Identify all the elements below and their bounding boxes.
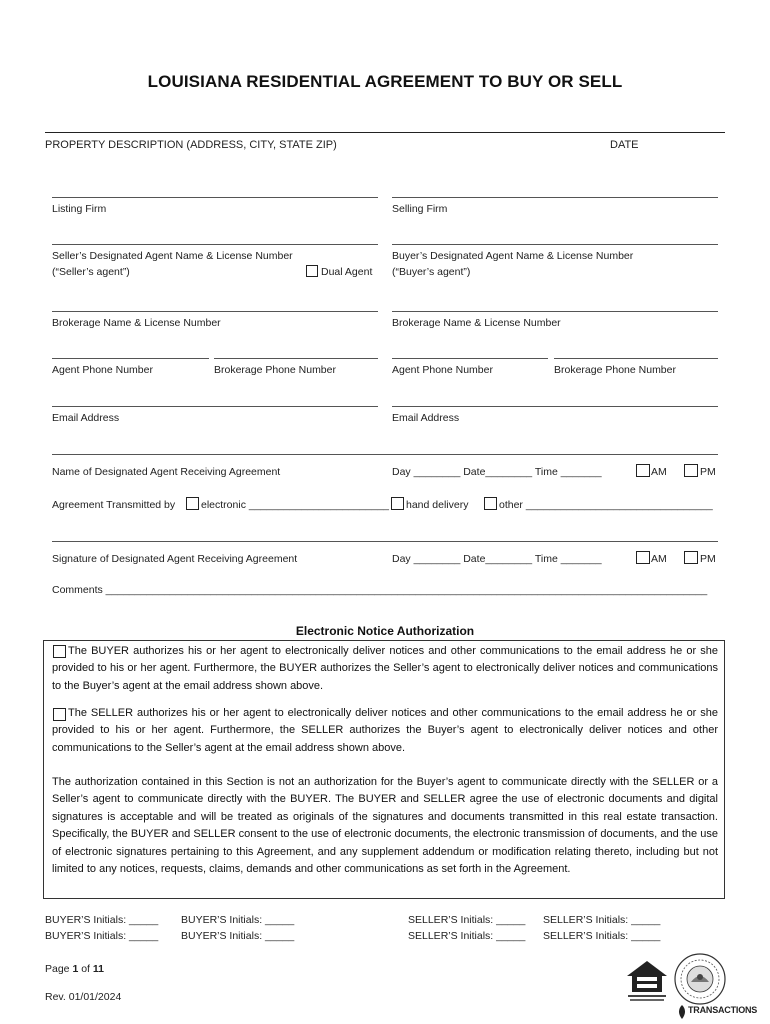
other-checkbox[interactable] — [484, 497, 497, 510]
selling-firm-line[interactable] — [392, 197, 718, 198]
day-date-time-1[interactable]: Day ________ Date________ Time _______ — [392, 466, 602, 478]
agent-phone-right-line[interactable] — [392, 358, 548, 359]
page-number: Page 1 of 11 — [45, 963, 104, 975]
brokerage-left-label: Brokerage Name & License Number — [52, 317, 221, 329]
brokerage-right-label: Brokerage Name & License Number — [392, 317, 561, 329]
buyer-initials-3[interactable]: BUYER’S Initials: _____ — [45, 930, 159, 942]
transmitted-by-label: Agreement Transmitted by — [52, 499, 176, 511]
seller-agent-sublabel: (“Seller’s agent”) — [52, 266, 130, 278]
state-seal-icon — [673, 952, 727, 1006]
buyer-initials-1[interactable]: BUYER’S Initials: _____ — [45, 914, 159, 926]
name-receiving-line[interactable] — [52, 454, 718, 455]
revision-date: Rev. 01/01/2024 — [45, 991, 122, 1003]
am-checkbox-2[interactable] — [636, 551, 650, 564]
equal-housing-icon — [624, 958, 670, 1004]
seller-agent-line[interactable] — [52, 244, 378, 245]
seller-initials-1[interactable]: SELLER’S Initials: _____ — [408, 914, 526, 926]
buyer-agent-label: Buyer’s Designated Agent Name & License Number — [392, 250, 634, 262]
signature-receiving-label: Signature of Designated Agent Receiving Agreement — [52, 553, 298, 565]
transactions-logo-text: TRANSACTIONS — [688, 1005, 758, 1015]
pm-checkbox-2[interactable] — [684, 551, 698, 564]
brokerage-right-line[interactable] — [392, 311, 718, 312]
electronic-checkbox[interactable] — [186, 497, 199, 510]
dual-agent-checkbox[interactable] — [306, 265, 318, 277]
selling-firm-label: Selling Firm — [392, 203, 448, 215]
agent-phone-left-line[interactable] — [52, 358, 209, 359]
pm-label-1: PM — [700, 466, 716, 478]
seller-initials-4[interactable]: SELLER’S Initials: _____ — [543, 930, 661, 942]
pm-label-2: PM — [700, 553, 716, 565]
buyer-agent-sublabel: (“Buyer’s agent”) — [392, 266, 471, 278]
email-right-line[interactable] — [392, 406, 718, 407]
brokerage-phone-right-label: Brokerage Phone Number — [554, 364, 676, 376]
date-label: DATE — [610, 139, 639, 151]
seller-initials-3[interactable]: SELLER’S Initials: _____ — [408, 930, 526, 942]
hand-delivery-label: hand delivery — [406, 499, 469, 511]
seller-agent-label: Seller’s Designated Agent Name & License Number — [52, 250, 293, 262]
property-rule — [45, 132, 725, 133]
email-left-label: Email Address — [52, 412, 120, 424]
electronic-label[interactable]: electronic ________________________ — [201, 499, 390, 511]
brokerage-phone-left-label: Brokerage Phone Number — [214, 364, 336, 376]
buyer-initials-2[interactable]: BUYER’S Initials: _____ — [181, 914, 295, 926]
brokerage-phone-left-line[interactable] — [214, 358, 378, 359]
brokerage-phone-right-line[interactable] — [554, 358, 718, 359]
name-receiving-label: Name of Designated Agent Receiving Agreement — [52, 466, 281, 478]
buyer-agent-line[interactable] — [392, 244, 718, 245]
hand-delivery-checkbox[interactable] — [391, 497, 404, 510]
agent-phone-left-label: Agent Phone Number — [52, 364, 153, 376]
comments-field[interactable]: Comments _______________________________________________________________________________________________________ — [52, 584, 708, 596]
agent-phone-right-label: Agent Phone Number — [392, 364, 493, 376]
listing-firm-line[interactable] — [52, 197, 378, 198]
buyer-initials-4[interactable]: BUYER’S Initials: _____ — [181, 930, 295, 942]
seller-initials-2[interactable]: SELLER’S Initials: _____ — [543, 914, 661, 926]
email-right-label: Email Address — [392, 412, 460, 424]
transactions-logo-icon — [676, 1004, 688, 1020]
seller-authorization-text: The SELLER authorizes his or her agent to electronically deliver notices and other communications to the email address he or she provided to his or her agent. Furthermore, the SELLER authorizes the Buyer’s agent to electronically deliver notices and other communications to the Seller’s agent at the email address shown above. — [52, 707, 718, 754]
property-description-label: PROPERTY DESCRIPTION (ADDRESS, CITY, STATE ZIP) — [45, 139, 337, 151]
day-date-time-2[interactable]: Day ________ Date________ Time _______ — [392, 553, 602, 565]
brokerage-left-line[interactable] — [52, 311, 378, 312]
signature-receiving-line[interactable] — [52, 541, 718, 542]
electronic-notice-heading: Electronic Notice Authorization — [295, 624, 475, 638]
listing-firm-label: Listing Firm — [52, 203, 107, 215]
other-label[interactable]: other ________________________________ — [499, 499, 713, 511]
buyer-authorization-text: The BUYER authorizes his or her agent to electronically deliver notices and other communications to the email address he or she provided to his or her agent. Furthermore, the BUYER authorizes the Seller’s agent to electronically deliver notices and communications to the Buyer’s agent at the email address shown above. — [52, 645, 718, 692]
am-checkbox-1[interactable] — [636, 464, 650, 477]
authorization-statement: The authorization contained in this Section is not an authorization for the Buyer’s agent to communicate directly with the SELLER or a Seller’s agent to communicate directly with the BUYER. The BUYER and SELLER agree the use of electronic documents and digital signatures is acceptable and will be treated as originals of the signatures and documents transmitted in this real estate transaction. Specifically, the BUYER and SELLER consent to the use of electronic documents, the electronic transmission of documents, and the use of electronic signatures pertaining to this Agreement, and any supplement addendum or modification relating thereto, including but not limited to any notices, requests, claims, demands and other communications as set forth in the Agreement. — [52, 776, 718, 876]
am-label-1: AM — [651, 466, 667, 478]
email-left-line[interactable] — [52, 406, 378, 407]
am-label-2: AM — [651, 553, 667, 565]
document-title: LOUISIANA RESIDENTIAL AGREEMENT TO BUY OR SELL — [147, 72, 623, 91]
pm-checkbox-1[interactable] — [684, 464, 698, 477]
dual-agent-label: Dual Agent — [321, 266, 373, 278]
